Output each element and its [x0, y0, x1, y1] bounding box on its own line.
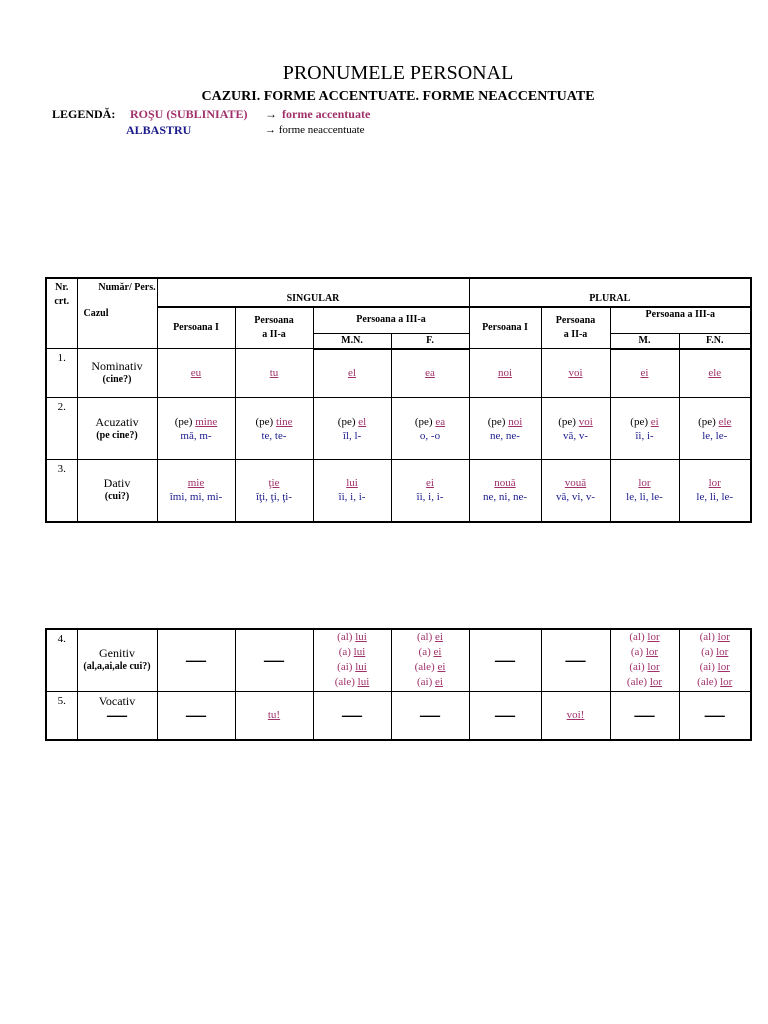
- header-pl-pers2: [541, 307, 610, 349]
- case-cell-genitiv: [77, 629, 157, 691]
- case-cell: [77, 460, 157, 522]
- genitive-line: [314, 645, 391, 660]
- pronoun-cell: [679, 398, 751, 460]
- article: (a): [338, 646, 354, 659]
- pronoun-table-genitiv-vocativ: [45, 628, 752, 741]
- case-name: Genitiv: [99, 646, 135, 661]
- genitive-line: [392, 675, 469, 690]
- accented-form: ea: [425, 367, 435, 380]
- header-singular: SINGULAR: [157, 278, 469, 307]
- article: (ale): [626, 676, 650, 689]
- accented-line: [158, 415, 235, 429]
- accented-form: lor: [645, 646, 659, 659]
- unaccented-form: vă, vi, v-: [555, 491, 596, 504]
- genitive-line: [680, 645, 751, 660]
- genitive-line: [314, 630, 391, 645]
- genitiv-fn-cell: [679, 629, 751, 691]
- empty-dash: —: [157, 629, 235, 691]
- pronoun-cell: [391, 349, 469, 398]
- accented-form: nouă: [494, 477, 516, 490]
- accented-line: [680, 415, 751, 429]
- pronoun-cell: [469, 349, 541, 398]
- page-title: PRONUMELE PERSONAL: [282, 62, 514, 84]
- case-name: Vocativ: [98, 693, 136, 708]
- pronoun-cell: [313, 460, 391, 522]
- accented-form: voi: [568, 367, 583, 379]
- accented-form: tu: [269, 367, 279, 379]
- header-cazul: Cazul: [83, 308, 109, 319]
- accented-form: lui: [357, 676, 370, 689]
- pronoun-cell: [157, 460, 235, 522]
- empty-dash: —: [679, 691, 751, 740]
- accented-line: [392, 366, 469, 380]
- accented-line: [392, 476, 469, 490]
- header-nr: Nr. crt.: [46, 278, 77, 349]
- accented-form: noi: [508, 415, 523, 428]
- accented-form: lor: [720, 676, 733, 689]
- article: (ale): [334, 676, 358, 689]
- accented-line: [611, 366, 679, 380]
- header-numar-cazul: [77, 278, 157, 349]
- case-cell: [77, 398, 157, 460]
- pronoun-cell: [235, 460, 313, 522]
- header-pl-pers2-b: a II-a: [563, 329, 588, 340]
- case-question: (cine?): [102, 374, 132, 385]
- pronoun-table-main: [45, 277, 752, 523]
- genitive-line: [611, 660, 679, 675]
- pronoun-cell: [541, 398, 610, 460]
- accented-form: lor: [717, 661, 730, 674]
- empty-dash: —: [469, 691, 541, 740]
- accented-form: tu!: [267, 709, 281, 722]
- header-sg-pers2-a: Persoana: [254, 315, 294, 326]
- genitiv-mn-cell: [313, 629, 391, 691]
- accented-form: el: [358, 415, 367, 428]
- legend-red-name: ROŞU (SUBLINIATE): [130, 107, 248, 121]
- pronoun-cell: [313, 398, 391, 460]
- accented-line: [542, 366, 610, 380]
- accented-form: ele: [708, 367, 722, 380]
- empty-dash: —: [469, 629, 541, 691]
- header-sg-pers2-b: a II-a: [262, 329, 286, 340]
- accented-form: tine: [275, 415, 293, 428]
- table-row: [46, 460, 751, 522]
- accented-form: ea: [435, 415, 446, 428]
- table-row-vocativ: [46, 691, 751, 740]
- article: (ai): [699, 661, 718, 674]
- legend-red-desc: forme accentuate: [282, 107, 371, 121]
- article: (a): [630, 646, 646, 659]
- accented-line: [314, 476, 391, 490]
- accented-line: [236, 366, 313, 380]
- accented-line: [158, 366, 235, 380]
- article: (a): [418, 646, 434, 659]
- genitive-line: [611, 630, 679, 645]
- legend-label: LEGENDĂ:: [52, 107, 116, 121]
- table-row: [46, 349, 751, 398]
- case-name: Dativ: [103, 476, 131, 491]
- empty-dash: —: [391, 691, 469, 740]
- pronoun-cell: [235, 398, 313, 460]
- unaccented-form: o, -o: [419, 429, 441, 442]
- empty-dash: —: [610, 691, 679, 740]
- accented-form: mie: [187, 477, 205, 490]
- preposition: (pe): [337, 415, 359, 428]
- empty-dash: —: [313, 691, 391, 740]
- accented-line: [680, 366, 751, 380]
- accented-form: lor: [708, 477, 721, 490]
- accented-form: lor: [647, 661, 660, 674]
- unaccented-form: îl, l-: [342, 429, 362, 442]
- accented-form: eu: [190, 367, 202, 379]
- genitive-line: [314, 675, 391, 690]
- row-nr: 3.: [46, 460, 77, 522]
- header-numar: Număr/ Pers.: [98, 282, 156, 293]
- accented-form: ei: [435, 676, 443, 689]
- article: (ale): [414, 661, 438, 674]
- article: (ai): [417, 676, 436, 689]
- accented-form: ei: [435, 631, 443, 644]
- article: (al): [417, 631, 436, 644]
- header-pl-pers3: Persoana a III-a: [610, 307, 751, 333]
- table-row-genitiv: [46, 629, 751, 691]
- empty-dash: —: [541, 629, 610, 691]
- vocativ-voi-cell: [541, 691, 610, 740]
- accented-form: ei: [426, 477, 434, 490]
- accented-form: ei: [640, 367, 649, 380]
- accented-line: [470, 415, 541, 429]
- pronoun-cell: [157, 349, 235, 398]
- preposition: (pe): [174, 415, 196, 428]
- accented-line: [236, 415, 313, 429]
- case-question: (al,a,ai,ale cui?): [83, 661, 151, 673]
- accented-line: [611, 476, 679, 490]
- accented-line: [392, 415, 469, 429]
- header-pl-pers1: Persoana I: [469, 307, 541, 349]
- row-nr: 4.: [46, 629, 77, 691]
- accented-form: lor: [638, 477, 651, 490]
- header-plural: PLURAL: [469, 278, 751, 307]
- pronoun-cell: [610, 460, 679, 522]
- unaccented-form: îi, i, i-: [338, 491, 366, 504]
- genitive-line: [611, 645, 679, 660]
- accented-form: ţie: [268, 477, 280, 490]
- accented-line: [542, 415, 610, 429]
- pronoun-cell: [469, 398, 541, 460]
- genitive-line: [392, 645, 469, 660]
- article: (al): [629, 631, 648, 644]
- accented-form: lui: [355, 631, 367, 644]
- vocativ-tu-cell: [235, 691, 313, 740]
- accented-form: lui: [353, 646, 366, 659]
- accented-form: vouă: [564, 477, 587, 490]
- page-subtitle: CAZURI. FORME ACCENTUATE. FORME NEACCENTUATE: [201, 89, 595, 104]
- accented-line: [680, 476, 751, 490]
- unaccented-form: vă, v-: [562, 429, 589, 442]
- accented-line: [470, 366, 541, 380]
- accented-line: [314, 415, 391, 429]
- preposition: (pe): [698, 415, 719, 428]
- pronoun-cell: [157, 398, 235, 460]
- accented-form: ei: [433, 646, 442, 659]
- article: (a): [701, 646, 717, 659]
- accented-form: voi: [578, 415, 593, 428]
- row-nr: 5.: [46, 691, 77, 740]
- accented-form: ei: [437, 661, 446, 674]
- accented-form: lui: [346, 477, 358, 490]
- case-question: (cui?): [104, 491, 130, 503]
- case-name: Acuzativ: [95, 414, 139, 429]
- header-sg-pers1: Persoana I: [157, 307, 235, 349]
- genitiv-f-cell: [391, 629, 469, 691]
- header-sg-pers3: Persoana a III-a: [313, 307, 469, 333]
- case-cell-vocativ: [77, 691, 157, 740]
- pronoun-cell: [541, 349, 610, 398]
- pronoun-cell: [541, 460, 610, 522]
- row-nr: 2.: [46, 398, 77, 460]
- legend-arrow: →: [265, 107, 277, 121]
- accented-form: lor: [649, 676, 663, 689]
- empty-dash: —: [157, 691, 235, 740]
- article: (ai): [629, 661, 648, 674]
- accented-form: lor: [716, 646, 729, 659]
- accented-form: el: [348, 367, 356, 380]
- header-sg-pers2: [235, 307, 313, 349]
- accented-form: lor: [647, 631, 660, 644]
- genitiv-m-cell: [610, 629, 679, 691]
- header-f: F.: [391, 333, 469, 349]
- genitive-line: [392, 630, 469, 645]
- article: (ale): [697, 676, 721, 689]
- preposition: (pe): [414, 415, 436, 428]
- accented-form: ele: [718, 415, 732, 428]
- accented-line: [470, 476, 541, 490]
- genitive-line: [680, 630, 751, 645]
- unaccented-form: ne, ne-: [490, 429, 520, 442]
- pronoun-cell: [679, 349, 751, 398]
- unaccented-form: îi, i, i-: [416, 491, 444, 504]
- accented-form: lor: [717, 631, 730, 644]
- article: (al): [337, 631, 356, 644]
- pronoun-cell: [391, 398, 469, 460]
- accented-line: [236, 476, 313, 490]
- row-nr: 1.: [46, 349, 77, 398]
- article: (al): [699, 631, 718, 644]
- header-pl-pers2-a: Persoana: [555, 315, 596, 326]
- unaccented-form: îmi, mi, mi-: [169, 491, 223, 504]
- empty-dash: —: [107, 703, 127, 726]
- header-m: M.: [610, 333, 679, 349]
- pronoun-cell: [391, 460, 469, 522]
- pronoun-cell: [235, 349, 313, 398]
- accented-line: [314, 366, 391, 380]
- accented-line: [158, 476, 235, 490]
- accented-form: lui: [355, 661, 367, 674]
- preposition: (pe): [487, 415, 509, 428]
- unaccented-form: îţi, ţi, ţi-: [255, 491, 293, 504]
- genitive-line: [680, 660, 751, 675]
- empty-dash: —: [235, 629, 313, 691]
- unaccented-form: le, li, le-: [696, 491, 734, 504]
- genitive-line: [611, 675, 679, 690]
- accented-line: [542, 476, 610, 490]
- unaccented-form: îi, i-: [635, 429, 654, 442]
- genitive-line: [392, 660, 469, 675]
- accented-form: ei: [650, 415, 659, 428]
- pronoun-cell: [610, 349, 679, 398]
- case-name: Nominativ: [91, 359, 143, 373]
- genitive-line: [680, 675, 751, 690]
- unaccented-form: mă, m-: [180, 429, 212, 442]
- unaccented-form: te, te-: [261, 429, 287, 442]
- case-question: (pe cine?): [96, 429, 138, 441]
- accented-form: voi!: [566, 709, 585, 722]
- header-mn: M.N.: [313, 333, 391, 349]
- unaccented-form: le, le-: [702, 429, 728, 442]
- unaccented-form: ne, ni, ne-: [483, 491, 527, 504]
- genitive-line: [314, 660, 391, 675]
- accented-form: mine: [195, 415, 218, 428]
- legend-blue-desc: → forme neaccentuate: [265, 124, 365, 136]
- article: (ai): [337, 661, 356, 674]
- unaccented-form: le, li, le-: [626, 491, 663, 504]
- header-fn: F.N.: [679, 333, 751, 349]
- pronoun-cell: [469, 460, 541, 522]
- legend-blue-name: ALBASTRU: [126, 123, 192, 137]
- case-cell: [77, 349, 157, 398]
- preposition: (pe): [255, 415, 276, 428]
- preposition: (pe): [558, 415, 579, 428]
- table-row: [46, 398, 751, 460]
- pronoun-cell: [313, 349, 391, 398]
- pronoun-cell: [679, 460, 751, 522]
- preposition: (pe): [630, 415, 651, 428]
- accented-line: [611, 415, 679, 429]
- pronoun-cell: [610, 398, 679, 460]
- accented-form: noi: [497, 367, 513, 379]
